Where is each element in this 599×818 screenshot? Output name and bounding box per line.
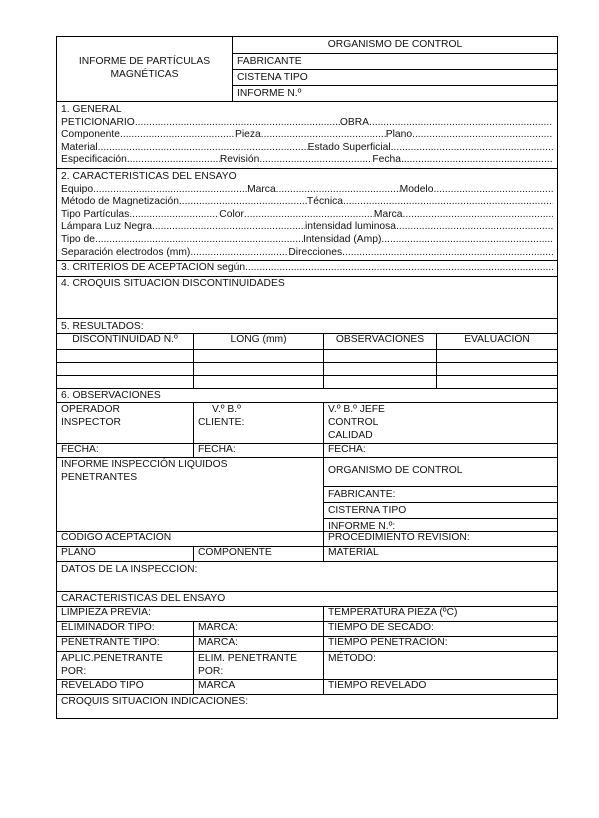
limpieza-row [56, 607, 558, 622]
especificacion-field[interactable] [127, 154, 220, 167]
observaciones-heading: 6. OBSERVACIONES [61, 390, 161, 402]
tiempo-secado[interactable]: TIEMPO DE SECADO: [328, 622, 434, 634]
table-cell[interactable] [324, 350, 437, 362]
color-label: Color [219, 208, 244, 220]
marca-field[interactable] [276, 184, 400, 197]
modelo-field[interactable] [433, 184, 553, 197]
cliente-box[interactable]: V.º B.º CLIENTE: [194, 403, 324, 443]
procedimiento-revision[interactable]: PROCEDIMIENTO REVISION: [328, 532, 470, 544]
eliminador-row [56, 622, 558, 637]
intensidad-amp-field[interactable] [381, 234, 553, 247]
revision-label: Revisión [219, 154, 260, 166]
separacion-field[interactable] [190, 247, 288, 260]
fabricante-field[interactable]: FABRICANTE [233, 53, 557, 69]
table-cell[interactable] [57, 350, 194, 362]
liquidos-fields [324, 458, 557, 531]
eliminador-tipo[interactable]: ELIMINADOR TIPO: [57, 622, 194, 636]
aplic-penetrante[interactable]: APLIC.PENETRANTE POR: [57, 652, 194, 679]
color-field[interactable] [244, 209, 374, 222]
table-cell[interactable] [324, 376, 437, 388]
peticionario-field[interactable] [135, 117, 340, 130]
obra-label: OBRA [339, 116, 369, 128]
metodo-field[interactable]: MÉTODO: [328, 653, 376, 665]
section-caracteristicas [56, 169, 558, 261]
elim-penetrante[interactable]: ELIM. PENETRANTE POR: [194, 652, 324, 679]
table-row[interactable] [57, 362, 557, 375]
fecha-label: Fecha [372, 154, 401, 166]
tipo-particulas-label: Tipo Partículas [61, 208, 130, 220]
col-discontinuidad: DISCONTINUIDAD N.º [57, 334, 194, 349]
penetrante-tipo[interactable]: PENETRANTE TIPO: [57, 637, 194, 651]
tipo-de-field[interactable] [95, 234, 303, 247]
col-long: LONG (mm) [194, 334, 324, 349]
informe-field[interactable]: INFORME N.º [233, 85, 557, 101]
estado-field[interactable] [391, 142, 553, 155]
table-cell[interactable] [194, 363, 324, 375]
pieza-field[interactable] [261, 129, 386, 142]
revelado-marca[interactable]: MARCA [194, 680, 324, 694]
criterios-field[interactable] [245, 262, 553, 275]
eliminador-marca[interactable]: MARCA: [194, 622, 324, 636]
fecha-operador[interactable]: FECHA: [57, 444, 194, 457]
metodo-label: Método de Magnetización [61, 196, 179, 208]
componente-field[interactable] [120, 129, 235, 142]
criterios-heading: 3. CRITERIOS DE ACEPTACIÓN según [61, 262, 246, 274]
plano-field[interactable]: PLANO [57, 547, 194, 561]
tecnica-field[interactable] [343, 196, 553, 209]
datos-inspeccion[interactable]: DATOS DE LA INSPECCIÓN: [56, 562, 558, 592]
cisterna-field[interactable]: CISTENA TIPO [233, 69, 557, 85]
table-cell[interactable] [437, 350, 557, 362]
form-title: INFORME DE PARTÍCULAS MAGNÉTICAS [57, 37, 233, 101]
marca2-field[interactable] [403, 209, 553, 222]
componente-label: Componente [61, 129, 120, 141]
direcciones-label: Direcciones [288, 246, 343, 258]
croquis-heading: 4. CROQUIS SITUACIÓN DISCONTINUIDADES [61, 277, 285, 289]
plano-row [56, 547, 558, 562]
limpieza-previa[interactable]: LIMPIEZA PREVIA: [57, 607, 324, 621]
section-resultados [56, 319, 558, 390]
col-evaluacion: EVALUACIÓN [464, 334, 530, 346]
material-label: Material [61, 141, 98, 153]
resultados-heading: 5. RESULTADOS: [61, 320, 144, 332]
obra-field[interactable] [369, 117, 553, 130]
fecha-field[interactable] [401, 154, 553, 167]
revelado-tipo[interactable]: REVELADO TIPO [57, 680, 194, 694]
tipo-de-label: Tipo de [61, 233, 95, 245]
table-cell[interactable] [194, 376, 324, 388]
plano-label: Plano [385, 129, 413, 141]
fecha-jefe[interactable]: FECHA: [328, 444, 366, 456]
section-observaciones[interactable] [56, 389, 558, 403]
section-croquis[interactable] [56, 277, 558, 319]
marca-label: Marca [247, 183, 276, 195]
section-criterios [56, 261, 558, 277]
tiempo-penetracion[interactable]: TIEMPO PENETRACIÓN: [328, 637, 448, 649]
plano-field[interactable] [412, 129, 553, 142]
table-cell[interactable] [194, 350, 324, 362]
equipo-label: Equipo [61, 183, 94, 195]
liquidos-informe[interactable]: INFORME N.º: [324, 518, 557, 534]
estado-label: Estado Superficial [307, 141, 391, 153]
caracteristicas-heading: 2. CARACTERISTICAS DEL ENSAYO [61, 170, 237, 182]
signatures-row [56, 403, 558, 444]
table-cell[interactable] [437, 376, 557, 388]
especificacion-label: Especificación [61, 154, 127, 166]
componente-field[interactable]: COMPONENTE [194, 547, 324, 561]
table-cell[interactable] [324, 363, 437, 375]
liquidos-fabricante[interactable]: FABRICANTE: [324, 486, 557, 502]
material-field[interactable]: MATERIAL [328, 547, 379, 559]
penetrante-row [56, 637, 558, 652]
jefe-control-box[interactable]: V.º B.º JEFE CONTROL CALIDAD [328, 404, 385, 441]
liquidos-header [56, 458, 558, 532]
header-fields [233, 37, 557, 101]
table-cell[interactable] [437, 363, 557, 375]
resultados-header-row [57, 333, 557, 349]
inspection-form [56, 36, 558, 719]
intensidad-luminosa-label: intensidad luminosa [305, 221, 397, 233]
fechas-row [56, 444, 558, 458]
col-observaciones: OBSERVACIONES [324, 334, 437, 349]
tecnica-label: Técnica [306, 196, 343, 208]
codigo-aceptacion[interactable]: CODIGO ACEPTACION [57, 532, 324, 546]
penetrante-marca[interactable]: MARCA: [194, 637, 324, 651]
metodo-field[interactable] [179, 196, 307, 209]
pieza-label: Pieza [234, 129, 261, 141]
table-cell[interactable] [57, 376, 194, 388]
section-general [56, 102, 558, 169]
codigo-row [56, 532, 558, 547]
intensidad-amp-label: Intensidad (Amp) [302, 233, 382, 245]
croquis-indicaciones[interactable]: CROQUIS SITUACIÓN INDICACIONES: [56, 695, 558, 719]
marca2-label: Marca [373, 208, 403, 220]
temperatura-pieza[interactable]: TEMPERATURA PIEZA (ºC) [328, 607, 458, 619]
direcciones-field[interactable] [342, 247, 553, 260]
tipo-particulas-field[interactable] [129, 209, 219, 222]
peticionario-label: PETICIONARIO [61, 116, 135, 128]
material-field[interactable] [98, 142, 308, 155]
liquidos-title: INFORME INSPECCIÓN LIQUIDOS PENETRANTES [57, 458, 324, 531]
lampara-label: Lámpara Luz Negra [61, 221, 153, 233]
liquidos-organismo: ORGANISMO DE CONTROL [328, 465, 463, 477]
revelado-row [56, 680, 558, 695]
tiempo-revelado[interactable]: TIEMPO REVELADO [328, 680, 427, 692]
equipo-field[interactable] [93, 184, 247, 197]
general-heading: 1. GENERAL [61, 104, 122, 115]
separacion-label: Separación electrodos (mm) [61, 246, 191, 258]
modelo-label: Modelo [399, 183, 434, 195]
liquidos-cisterna[interactable]: CISTERNA TIPO [324, 502, 557, 518]
form-header [56, 36, 558, 102]
revision-field[interactable] [259, 154, 372, 167]
table-row[interactable] [57, 349, 557, 362]
organismo-control: ORGANISMO DE CONTROL [327, 39, 463, 50]
intensidad-luminosa-field[interactable] [396, 221, 553, 234]
lampara-field[interactable] [152, 221, 305, 234]
table-cell[interactable] [57, 363, 194, 375]
liquidos-caracteristicas: CARACTERISTICAS DEL ENSAYO [56, 592, 558, 607]
fecha-cliente[interactable]: FECHA: [194, 444, 324, 457]
operador-box[interactable]: OPERADOR INSPECTOR [57, 403, 194, 443]
aplicacion-row [56, 652, 558, 680]
table-row[interactable] [57, 375, 557, 388]
